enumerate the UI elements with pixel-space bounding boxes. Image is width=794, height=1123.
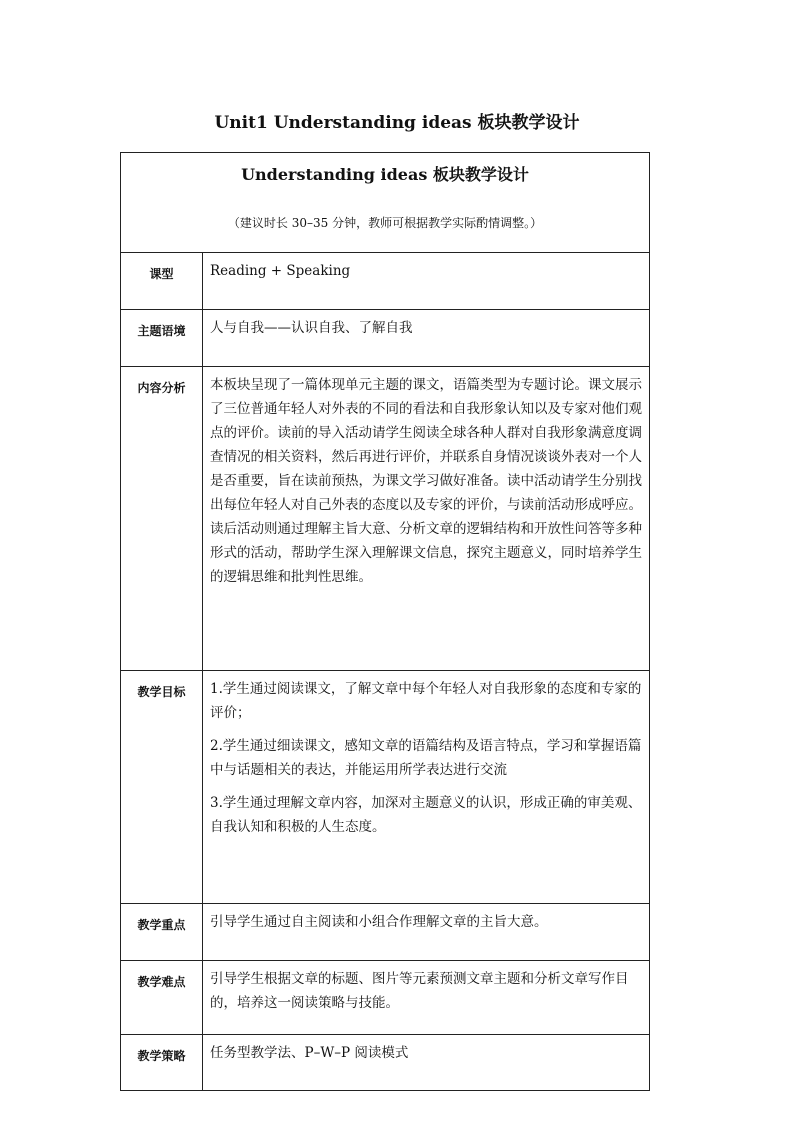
key-points-label: 教学重点 [121, 904, 203, 961]
document-title: Unit1 Understanding ideas 板块教学设计 [214, 113, 580, 133]
difficult-points-value: 引导学生根据文章的标题、图片等元素预测文章主题和分析文章写作目的，培养这一阅读策略与技能。 [203, 961, 650, 1035]
table-row [121, 1035, 650, 1091]
strategy-value: 任务型教学法、P–W–P 阅读模式 [203, 1035, 650, 1091]
teaching-goal-item: 2.学生通过细读课文，感知文章的语篇结构及语言特点，学习和掌握语篇中与话题相关的表达，并能运用所学表达进行交流 [210, 738, 642, 778]
teaching-goals-label: 教学目标 [121, 671, 203, 904]
table-row [121, 904, 650, 961]
table-row [121, 253, 650, 310]
theme-context-value: 人与自我——认识自我、了解自我 [203, 310, 650, 367]
teaching-goal-item: 3.学生通过理解文章内容，加深对主题意义的认识，形成正确的审美观、自我认知和积极的人生态度。 [210, 795, 642, 835]
difficult-points-label: 教学难点 [121, 961, 203, 1035]
table-row [121, 367, 650, 671]
table-row [121, 310, 650, 367]
table-header-cell [121, 153, 650, 253]
strategy-label: 教学策略 [121, 1035, 203, 1091]
content-analysis-value: 本板块呈现了一篇体现单元主题的课文，语篇类型为专题讨论。课文展示了三位普通年轻人对外表的不同的看法和自我形象认知以及专家对他们观点的评价。读前的导入活动请学生阅读全球各种人群对自我形象满意度调查情况的相关资料，然后再进行评价，并联系自身情况谈谈外表对一个人是否重要，旨在读前预热，为课文学习做好准备。读中活动请学生分别找出每位年轻人对自己外表的态度以及专家的评价，与读前活动形成呼应。读后活动则通过理解主旨大意、分析文章的逻辑结构和开放性问答等多种形式的活动，帮助学生深入理解课文信息，探究主题意义，同时培养学生的逻辑思维和批判性思维。 [203, 367, 650, 671]
teaching-goals-value [203, 671, 650, 904]
duration-note: （建议时长 30–35 分钟，教师可根据教学实际酌情调整。） [227, 216, 543, 230]
content-analysis-label: 内容分析 [121, 367, 203, 671]
teaching-goal-item: 1.学生通过阅读课文，了解文章中每个年轻人对自我形象的态度和专家的评价； [210, 681, 642, 721]
table-row [121, 961, 650, 1035]
table-row [121, 671, 650, 904]
lesson-plan-table [120, 152, 650, 1091]
theme-context-label: 主题语境 [121, 310, 203, 367]
table-header-row [121, 153, 650, 253]
lesson-type-value: Reading + Speaking [203, 253, 650, 310]
key-points-value: 引导学生通过自主阅读和小组合作理解文章的主旨大意。 [203, 904, 650, 961]
lesson-type-label: 课型 [121, 253, 203, 310]
table-title: Understanding ideas 板块教学设计 [241, 165, 529, 184]
